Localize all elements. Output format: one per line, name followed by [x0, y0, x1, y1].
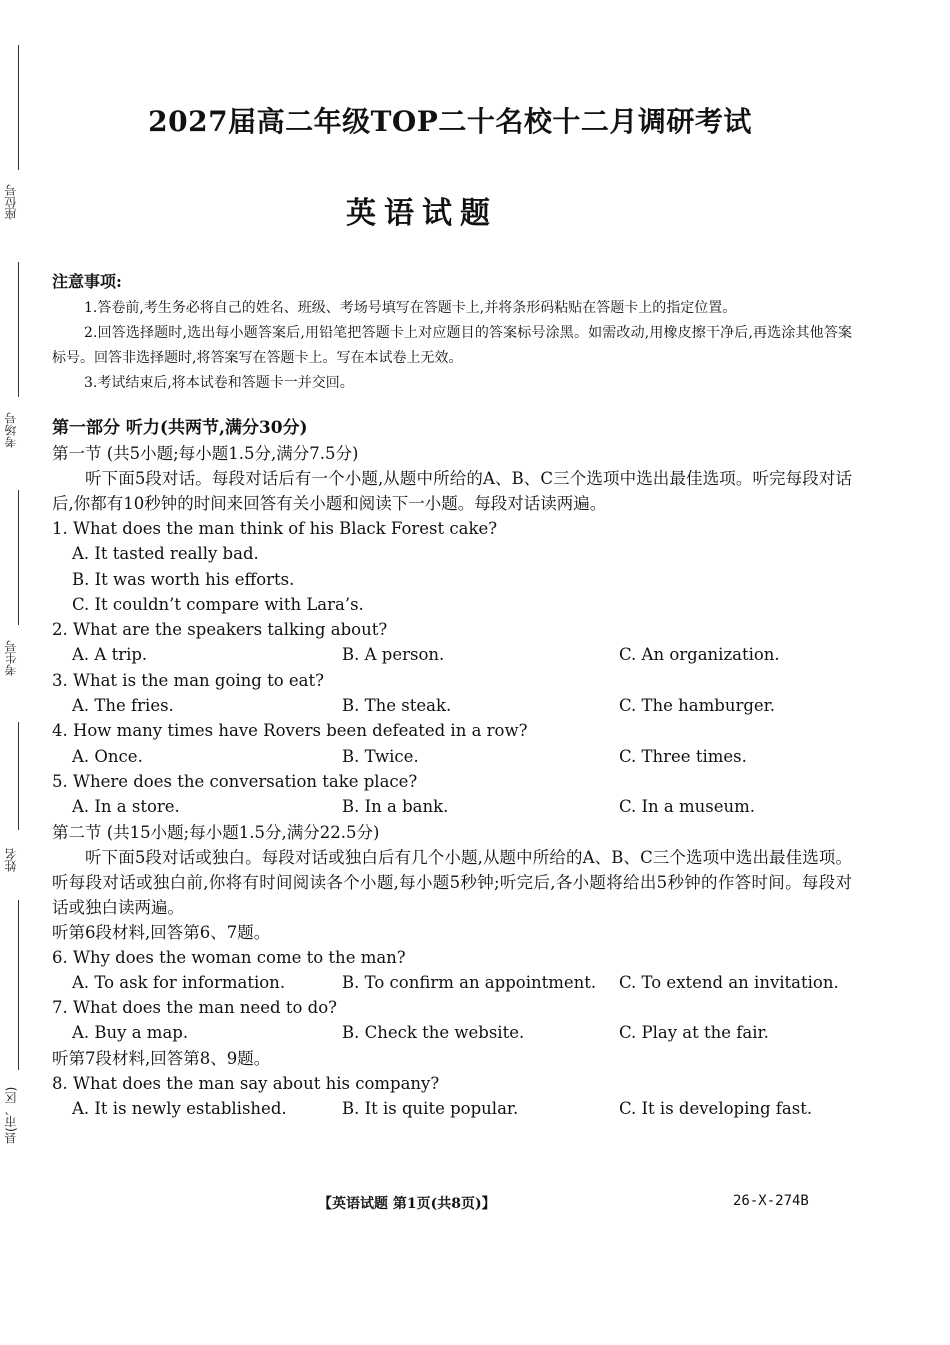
name-label: 姓名	[4, 848, 18, 872]
option-b: B. The steak.	[342, 696, 452, 716]
question-stem: 1. What does the man think of his Black Forest cake?	[52, 519, 498, 538]
question-2	[52, 617, 852, 668]
binding-margin	[0, 0, 40, 1230]
exam-room-label: 考场号	[4, 412, 18, 448]
material-7-note: 听第7段材料,回答第8、9题。	[52, 1048, 271, 1068]
part-one-heading: 第一部分 听力(共两节,满分30分)	[52, 418, 308, 438]
material-6-note: 听第6段材料,回答第6、7题。	[52, 922, 271, 942]
candidate-number-line	[18, 490, 19, 625]
option-c: C. In a museum.	[619, 797, 756, 817]
exam-code: 26-X-274B	[733, 1193, 809, 1209]
option-a: A. It tasted really bad.	[72, 544, 259, 564]
option-a: A. A trip.	[72, 645, 148, 665]
section-two-directions: 听下面5段对话或独白。每段对话或独白后有几个小题,从题中所给的A、B、C三个选项中选出最佳选项。听每段对话或独白前,你将有时间阅读各个小题,每小题5秒钟;听完后,各小题将给出5秒钟的作答时间。每段对话或独白读两遍。	[52, 847, 852, 917]
page-footer	[0, 1193, 950, 1215]
option-b: B. To confirm an appointment.	[342, 972, 597, 992]
question-6	[52, 945, 852, 996]
subject-title: 英语试题	[346, 196, 498, 231]
option-c: C. Three times.	[619, 746, 747, 766]
option-c: C. Play at the fair.	[619, 1023, 769, 1043]
notice-item: 2.回答选择题时,选出每小题答案后,用铅笔把答题卡上对应题目的答案标号涂黑。如需改动,用橡皮擦干净后,再选涂其他答案标号。回答非选择题时,将答案写在答题卡上。写在本试卷上无效。	[52, 325, 852, 366]
candidate-number-label: 考生号	[4, 640, 18, 676]
option-c: C. To extend an invitation.	[619, 972, 839, 992]
question-1	[52, 516, 852, 617]
option-b: B. In a bank.	[342, 797, 449, 817]
option-c: C. The hamburger.	[619, 696, 776, 716]
exam-title: 2027届高二年级TOP二十名校十二月调研考试	[148, 105, 752, 138]
seat-number-label: 座位号	[4, 184, 18, 220]
question-stem: 8. What does the man say about his company?	[52, 1073, 440, 1093]
notice-item: 1.答卷前,考生务必将自己的姓名、班级、考场号填写在答题卡上,并将条形码粘贴在答题卡上的指定位置。	[84, 300, 737, 316]
option-c: C. It couldn’t compare with Lara’s.	[72, 594, 364, 614]
option-c: C. An organization.	[619, 645, 780, 665]
page-indicator: 【英语试题 第1页(共8页)】	[318, 1196, 496, 1212]
option-b: B. Check the website.	[342, 1023, 525, 1043]
option-a: A. In a store.	[72, 797, 180, 817]
county-line	[18, 900, 19, 1070]
option-a: A. It is newly established.	[72, 1099, 287, 1119]
name-line	[18, 722, 19, 830]
option-b: B. Twice.	[342, 746, 419, 766]
question-stem: 6. Why does the woman come to the man?	[52, 947, 406, 967]
option-a: A. To ask for information.	[72, 972, 286, 992]
section-one-directions: 听下面5段对话。每段对话后有一个小题,从题中所给的A、B、C三个选项中选出最佳选项。听完每段对话后,你都有10秒钟的时间来回答有关小题和阅读下一小题。每段对话读两遍。	[52, 469, 852, 513]
question-stem: 7. What does the man need to do?	[52, 998, 337, 1018]
option-b: B. A person.	[342, 645, 445, 665]
option-a: A. Once.	[72, 746, 143, 766]
section-one-heading: 第一节 (共5小题;每小题1.5分,满分7.5分)	[52, 444, 359, 463]
question-stem: 3. What is the man going to eat?	[52, 670, 324, 690]
notice-title: 注意事项:	[52, 272, 122, 291]
question-5	[52, 769, 852, 820]
question-8	[52, 1071, 852, 1122]
notice	[52, 268, 852, 396]
question-stem: 5. Where does the conversation take place?	[52, 771, 418, 791]
question-7	[52, 995, 852, 1046]
section-two-heading: 第二节 (共15小题;每小题1.5分,满分22.5分)	[52, 822, 380, 842]
option-a: A. Buy a map.	[72, 1023, 189, 1043]
option-a: A. The fries.	[72, 696, 174, 716]
exam-content	[52, 268, 852, 1121]
question-stem: 2. What are the speakers talking about?	[52, 620, 388, 640]
option-c: C. It is developing fast.	[619, 1099, 813, 1119]
question-3	[52, 668, 852, 719]
exam-room-line	[18, 262, 19, 397]
option-b: B. It is quite popular.	[342, 1099, 519, 1119]
question-stem: 4. How many times have Rovers been defeated in a row?	[52, 721, 528, 741]
county-label: 县(市、区)	[4, 1086, 18, 1144]
option-b: B. It was worth his efforts.	[72, 569, 295, 589]
notice-item: 3.考试结束后,将本试卷和答题卡一并交回。	[84, 375, 354, 391]
question-4	[52, 718, 852, 769]
